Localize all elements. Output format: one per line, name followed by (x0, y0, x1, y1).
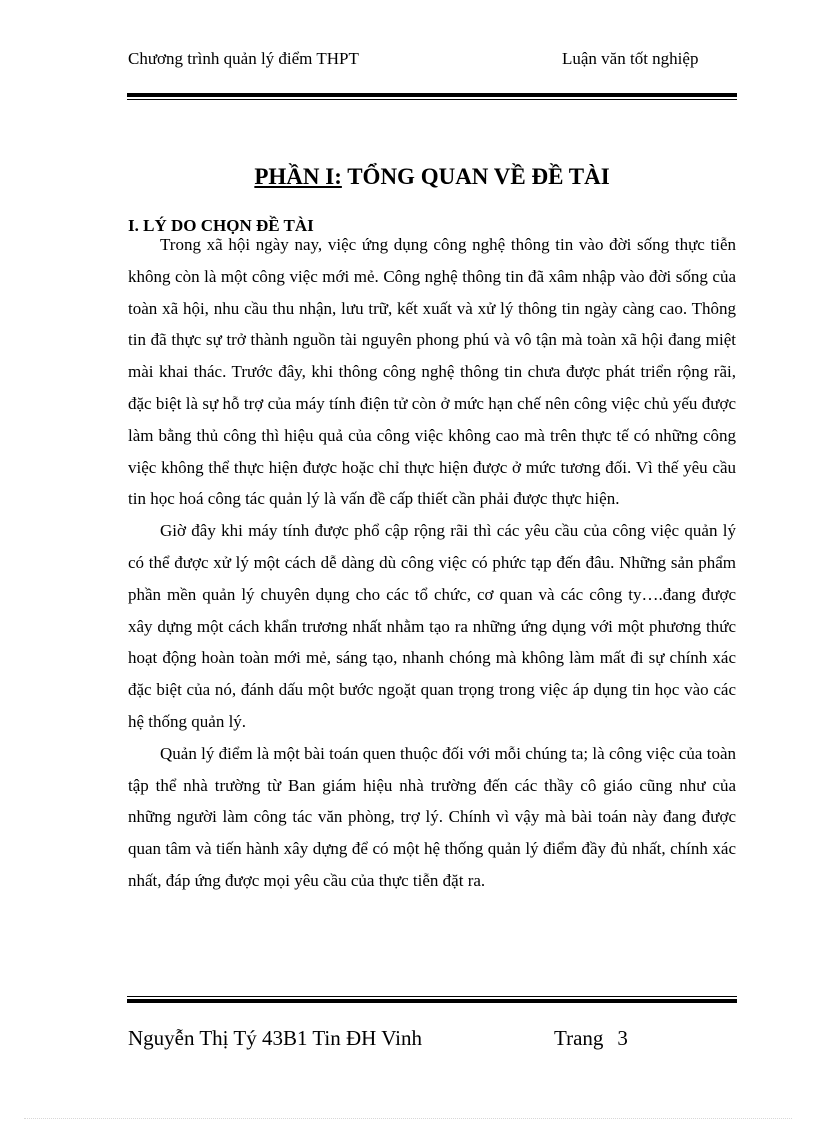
page-footer (128, 1026, 688, 1052)
page-title (127, 164, 737, 190)
section-body (128, 229, 736, 897)
paragraph: Quản lý điểm là một bài toán quen thuộc đối với mỗi chúng ta; là công việc của toàn tập thể nhà trường từ Ban giám hiệu nhà trường đến các thầy cô giáo cũng như của những người làm công tác văn phòng, trợ lý. Chính vì vậy mà bài toán này đang được quan tâm và tiến hành xây dựng để có một hệ thống quản lý điểm đầy đủ nhất, chính xác nhất, đáp ứng được mọi yêu cầu của thực tiễn đặt ra. (128, 743, 736, 890)
page-number (554, 1026, 628, 1051)
page-label: Trang (554, 1026, 604, 1050)
page-header (128, 49, 716, 73)
header-divider (127, 93, 737, 100)
footer-author: Nguyễn Thị Tý 43B1 Tin ĐH Vinh (128, 1026, 422, 1050)
page-title-text: TỔNG QUAN VỀ ĐỀ TÀI (347, 164, 610, 189)
header-title-right: Luận văn tốt nghiệp (562, 49, 699, 68)
paragraph: Trong xã hội ngày nay, việc ứng dụng công nghệ thông tin vào đời sống thực tiễn không còn là một công việc mới mẻ. Công nghệ thông tin đã xâm nhập vào đời sống của toàn xã hội, nhu cầu thu nhận, lưu trữ, kết xuất và xử lý thông tin ngày càng cao. Thông tin đã thực sự trở thành nguồn tài nguyên phong phú và vô tận mà toàn xã hội đang miệt mài khai thác. Trước đây, khi thông công nghệ thông tin chưa được phát triển rộng rãi, đặc biệt là sự hỗ trợ của máy tính điện tử còn ở mức hạn chế nên công việc chủ yếu được làm bằng thủ công thì hiệu quả của công việc không cao mà trên thực tế có những công việc không thể thực hiện được hoặc chỉ thực hiện được ở mức tương đối. Vì thế yêu cầu tin học hoá công tác quản lý là vấn đề cấp thiết cần phải được thực hiện. (128, 235, 736, 509)
header-title-left: Chương trình quản lý điểm THPT (128, 49, 359, 68)
page-number-value: 3 (617, 1026, 628, 1050)
section-heading: I. LÝ DO CHỌN ĐỀ TÀI (128, 216, 314, 235)
page-title-part: PHẦN I: (254, 164, 342, 189)
page-edge (24, 1118, 792, 1119)
footer-divider (127, 996, 737, 1003)
paragraph: Giờ đây khi máy tính được phổ cập rộng rãi thì các yêu cầu của công việc quản lý có thể được xử lý một cách dễ dàng dù công việc có phức tạp đến đâu. Những sản phẩm phần mền quản lý chuyên dụng cho các tổ chức, cơ quan và các công ty….đang được xây dựng một cách khẩn trương nhất nhằm tạo ra những ứng dụng với một phương thức hoạt động hoàn toàn mới mẻ, sáng tạo, nhanh chóng mà không làm mất đi sự chính xác đặc biệt của nó, đánh dấu một bước ngoặt quan trọng trong việc áp dụng tin học vào các hệ thống quản lý. (128, 521, 736, 731)
